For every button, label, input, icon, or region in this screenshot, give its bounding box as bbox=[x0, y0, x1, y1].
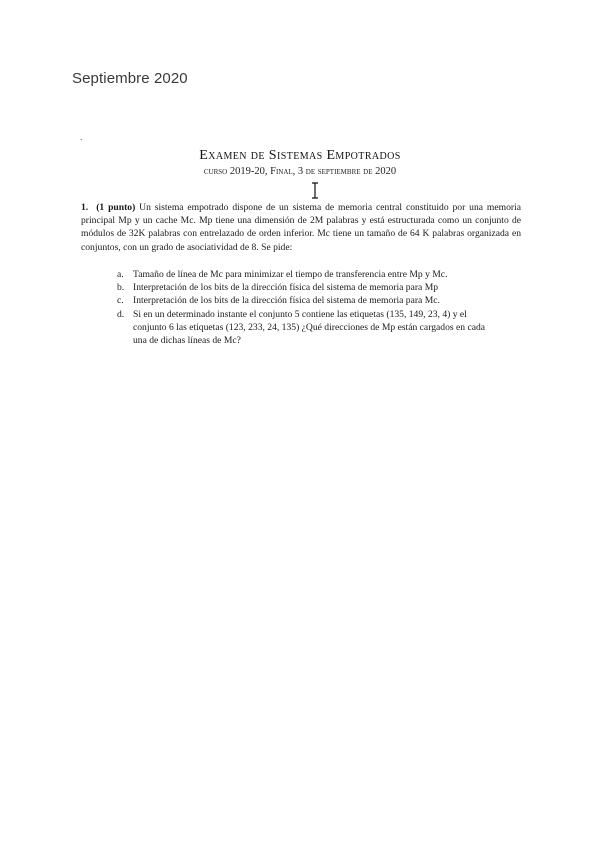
list-item bbox=[117, 308, 497, 348]
text-cursor-icon bbox=[310, 182, 320, 199]
list-item bbox=[117, 294, 497, 307]
subitem-letter: d. bbox=[117, 308, 125, 320]
list-item bbox=[117, 281, 497, 294]
subitem-text: Interpretación de los bits de la dirección física del sistema de memoria para Mp bbox=[133, 282, 439, 294]
subitem-letter: b. bbox=[117, 282, 125, 294]
page-header-date: Septiembre 2020 bbox=[72, 70, 188, 87]
subitem-text: Si en un determinado instante el conjunto 5 contiene las etiquetas (135, 149, 23, 4) y el conjunto 6 las etiquetas (123, 233, 24, 135) ¿Qué direcciones de Mp están cargados en cada una de dichas líneas de Mc? bbox=[133, 308, 486, 347]
subitem-text: Interpretación de los bits de la dirección física del sistema de memoria para Mc. bbox=[133, 295, 440, 307]
question-1 bbox=[81, 201, 521, 254]
exam-title: Examen de Sistemas Empotrados bbox=[199, 148, 401, 163]
list-item bbox=[117, 268, 497, 281]
exam-subtitle: curso 2019-20, Final, 3 de septiembre de 2020 bbox=[203, 166, 397, 177]
subitem-text: Tamaño de línea de Mc para minimizar el tiempo de transferencia entre Mp y Mc. bbox=[133, 269, 448, 280]
question-points: (1 punto) bbox=[96, 202, 136, 213]
question-subitems bbox=[117, 268, 497, 347]
subitem-letter: c. bbox=[117, 295, 124, 307]
question-statement: Un sistema empotrado dispone de un sistema de memoria central constituido por una memoria principal Mp y un cache Mc. Mp tiene una dimensión de 2M palabras y está estructurada como un conjunto de módulos de 32K palabras con entrelazado de orden inferior. Mc tiene un tamaño de 64 K palabras organizada en conjuntos, con un grado de asociatividad de 8. Se pide: bbox=[81, 202, 521, 253]
stray-dot: . bbox=[80, 132, 83, 143]
question-number: 1. bbox=[81, 202, 89, 213]
subitem-letter: a. bbox=[117, 269, 124, 280]
